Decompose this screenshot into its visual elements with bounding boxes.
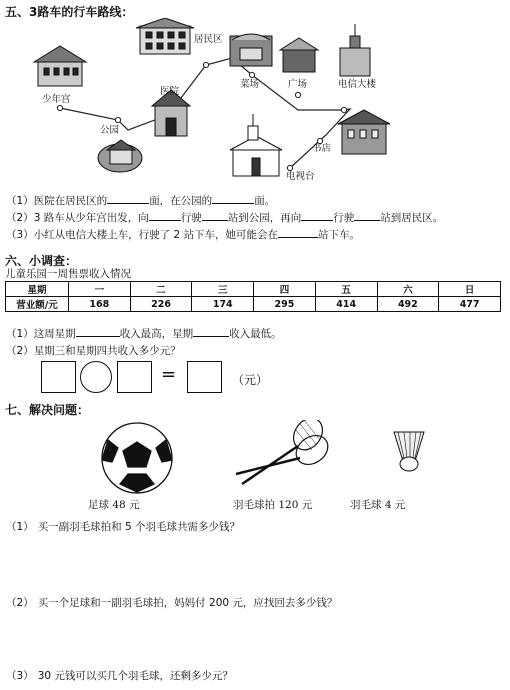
stop-label: 菜场: [240, 79, 260, 90]
bookstore-icon: [338, 110, 390, 154]
answer-blank[interactable]: [354, 210, 380, 221]
stop-label: 少年宫: [42, 94, 71, 105]
problem-question-2: （2） 买一个足球和一副羽毛球拍，妈妈付 200 元，应找回去多少钱？: [6, 597, 338, 609]
table-header-cell: 营业额/元: [6, 297, 69, 312]
stop-label: 电视台: [286, 171, 315, 182]
stop-label: 医院: [160, 86, 180, 97]
table-cell: 五: [315, 282, 377, 297]
answer-blank[interactable]: [107, 193, 149, 204]
stop-dot-jumin: [203, 62, 208, 67]
table-cell: 492: [377, 297, 439, 312]
table-cell: 二: [130, 282, 192, 297]
equals-sign: =: [161, 364, 177, 385]
section-6-heading: 六、小调查：: [5, 254, 78, 268]
shuttlecock-icon: [394, 432, 424, 471]
survey-question-1: （1）这周星期 收入最高，星期 收入最低。: [6, 328, 282, 340]
table-row: [6, 282, 501, 297]
result-box[interactable]: [187, 361, 222, 393]
items-illustration: [0, 420, 510, 500]
table-row: [6, 297, 501, 312]
stop-label: 公园: [100, 125, 120, 136]
table-cell: 168: [69, 297, 131, 312]
market-icon: [230, 34, 272, 66]
table-cell: 三: [192, 282, 254, 297]
unit-label: （元）: [232, 373, 269, 387]
operator-circle[interactable]: [80, 361, 112, 393]
square-building-icon: [280, 38, 318, 72]
table-cell: 174: [192, 297, 254, 312]
route-question-2: （2）3 路车从少年宫出发，向 行驶 站到公园，再向 行驶 站到居民区。: [6, 212, 444, 224]
table-header-cell: 星期: [6, 282, 69, 297]
telecom-building-icon: [340, 24, 370, 76]
price-label: 足球 48 元: [88, 499, 140, 511]
stop-dot-dianxin: [341, 107, 346, 112]
stop-label: 居民区: [194, 34, 223, 45]
table-cell: 一: [69, 282, 131, 297]
residential-building-icon: [136, 18, 194, 54]
tv-station-icon: [230, 114, 282, 176]
section-7-heading: 七、解决问题：: [5, 403, 90, 417]
answer-blank[interactable]: [278, 227, 318, 238]
answer-blank[interactable]: [193, 326, 229, 337]
table-cell: 日: [439, 282, 501, 297]
table-cell: 226: [130, 297, 192, 312]
table-cell: 295: [254, 297, 316, 312]
problem-question-1: （1） 买一副羽毛球拍和 5 个羽毛球共需多少钱？: [6, 521, 241, 533]
operand-box-2[interactable]: [117, 361, 152, 393]
table-cell: 477: [439, 297, 501, 312]
stop-label: 广场: [288, 79, 308, 90]
youth-palace-icon: [34, 46, 86, 86]
answer-blank[interactable]: [301, 210, 333, 221]
answer-blank[interactable]: [212, 193, 254, 204]
problem-question-3: （3） 30 元钱可以买几个羽毛球，还剩多少元？: [6, 670, 233, 682]
table-cell: 六: [377, 282, 439, 297]
answer-blank[interactable]: [202, 210, 228, 221]
survey-question-2: （2）星期三和星期四共收入多少元？: [6, 345, 181, 357]
price-label: 羽毛球 4 元: [350, 499, 406, 511]
operand-box-1[interactable]: [41, 361, 76, 393]
route-question-3: （3）小红从电信大楼上车，行驶了 2 站下车，她可能会在 站下车。: [6, 229, 361, 241]
stop-dot-guangchang: [295, 92, 300, 97]
badminton-rackets-icon: [236, 420, 333, 484]
answer-blank[interactable]: [76, 326, 120, 337]
table-cell: 四: [254, 282, 316, 297]
table-cell: 414: [315, 297, 377, 312]
stop-label: 书店: [312, 143, 332, 154]
stop-dot-shaonian: [57, 105, 62, 110]
route-question-1: （1）医院在居民区的 面，在公园的 面。: [6, 195, 276, 207]
park-house-icon: [98, 140, 142, 172]
table-caption: 儿童乐园一周售票收入情况: [5, 268, 131, 280]
sales-table: [5, 281, 501, 312]
price-label: 羽毛球拍 120 元: [233, 499, 313, 511]
stop-label: 电信大楼: [338, 79, 377, 90]
soccer-ball-icon: [102, 423, 172, 493]
section-5-heading: 五、3路车的行车路线：: [5, 5, 134, 19]
answer-blank[interactable]: [149, 210, 181, 221]
route-map: [0, 18, 510, 183]
